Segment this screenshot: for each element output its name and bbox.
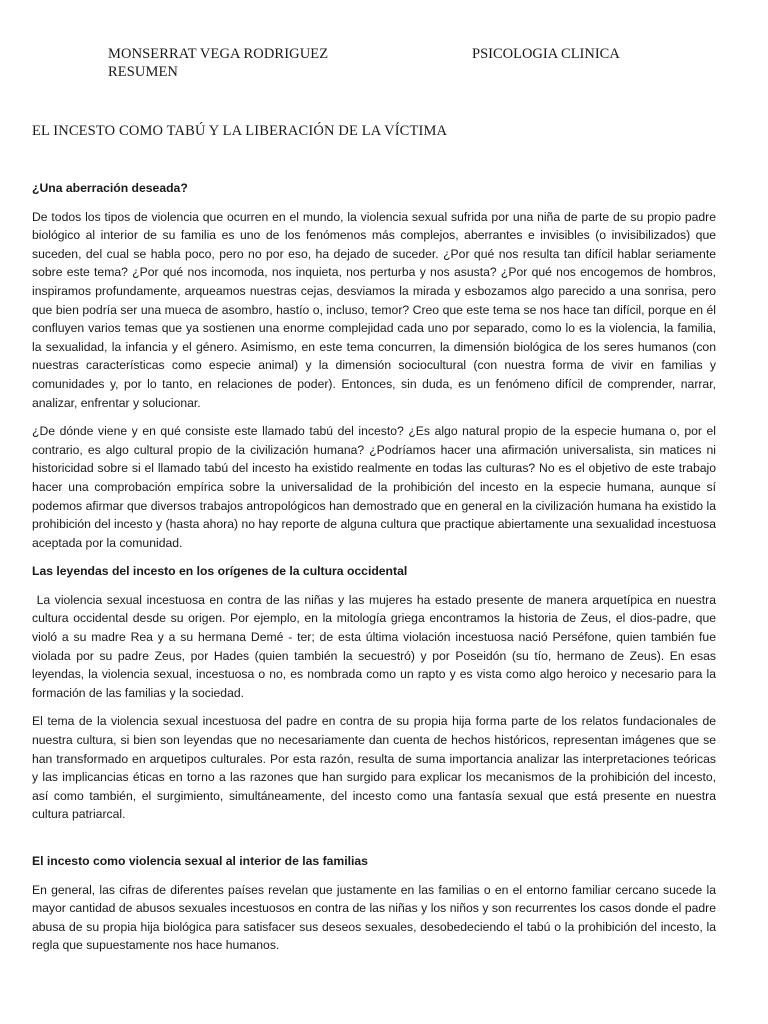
document-type: RESUMEN — [108, 64, 178, 80]
section-heading: El incesto como violencia sexual al interior de las familias — [32, 854, 368, 868]
document-body — [32, 179, 720, 965]
section-heading: Las leyendas del incesto en los orígenes de la cultura occidental — [32, 564, 408, 579]
paragraph: En general, las cifras de diferentes países revelan que justamente en las familias o en el entorno familiar cercano sucede la mayor cantidad de abusos sexuales incestuosos en contra de las niñas y los niños y son recurrentes los casos donde el padre abusa de su propia hija biológica para satisfacer sus deseos sexuales, desobedeciendo el tabú o la prohibición del incesto, la regla que supuestamente nos hace humanos. — [32, 882, 716, 953]
author-name: MONSERRAT VEGA RODRIGUEZ — [108, 46, 329, 62]
document-title: EL INCESTO COMO TABÚ Y LA LIBERACIÓN DE LA VÍCTIMA — [32, 123, 448, 139]
section-heading: ¿Una aberración deseada? — [32, 181, 188, 195]
paragraph: De todos los tipos de violencia que ocurren en el mundo, la violencia sexual sufrida por una niña de parte de su propio padre biológico al interior de su familia es uno de los fenómenos más complejos, aberrantes e invisibles (o invisibilizados) que suceden, del cual se habla poco, pero no por eso, ha dejado de suceder. ¿Por qué nos resulta tan difícil hablar seriamente sobre este tema? ¿Por qué nos incomoda, nos inquieta, nos perturba y nos asusta? ¿Por qué nos encogemos de hombros, inspiramos profundamente, arqueamos nuestras cejas, desviamos la mirada y esbozamos algo parecido a una sonrisa, pero que bien podría ser una mueca de asombro, hastío o, incluso, temor? Creo que este tema se nos hace tan difícil, porque en él confluyen varios temas que ya sostienen una enorme complejidad cada uno por separado, como lo es la violencia, la familia, la sexualidad, la infancia y el género. Asimismo, en este tema concurren, la dimensión biológica de los seres humanos (con nuestras características como especie animal) y la dimensión sociocultural (con nuestra forma de vivir en familias y comunidades y, por lo tanto, en relaciones de poder). Entonces, sin duda, es un fenómeno difícil de comprender, narrar, analizar, enfrentar y solucionar. — [32, 209, 716, 410]
paragraph: La violencia sexual incestuosa en contra de las niñas y las mujeres ha estado presente de manera arquetípica en nuestra cultura occidental desde su origen. Por ejemplo, en la mitología griega encontramos la historia de Zeus, el dios-padre, que violó a su madre Rea y a su hermana Demé - ter; de esta última violación incestuosa nació Perséfone, quien también fue violada por su padre Zeus, por Hades (quien también la secuestró) y por Poseidón (su tío, hermano de Zeus). En esas leyendas, la violencia sexual, incestuosa o no, es nombrada como un rapto y es vista como algo heroico y necesario para la formación de las familias y la sociedad. — [32, 592, 720, 700]
section-spacer — [32, 834, 716, 852]
course-subject: PSICOLOGIA CLINICA — [472, 46, 620, 62]
document-header-left — [108, 45, 328, 81]
paragraph: ¿De dónde viene y en qué consiste este llamado tabú del incesto? ¿Es algo natural propio de la especie humana o, por el contrario, es algo cultural propio de la civilización humana? ¿Podríamos hacer una afirmación universalista, sin matices ni historicidad sobre si el llamado tabú del incesto ha existido realmente en todas las culturas? No es el objetivo de este trabajo hacer una comprobación empírica sobre la universalidad de la prohibición del incesto en la especie humana, aunque sí podemos afirmar que diversos trabajos antropológicos han demostrado que en general en la civilización humana ha existido la prohibición del incesto y (hasta ahora) no hay reporte de alguna cultura que practique abiertamente una sexualidad incestuosa aceptada por la comunidad. — [32, 424, 716, 550]
paragraph: El tema de la violencia sexual incestuosa del padre en contra de su propia hija forma parte de los relatos fundacionales de nuestra cultura, si bien son leyendas que no necesariamente dan cuenta de hechos históricos, representan imágenes que se han transformado en arquetipos culturales. Por esta razón, resulta de suma importancia analizar las interpretaciones teóricas y las implicancias éticas en torno a las razones que han surgido para explicar los mecanismos de la prohibición del incesto, así como también, el surgimiento, simultáneamente, del incesto como una fantasía sexual que está presente en nuestra cultura patriarcal. — [32, 714, 716, 822]
